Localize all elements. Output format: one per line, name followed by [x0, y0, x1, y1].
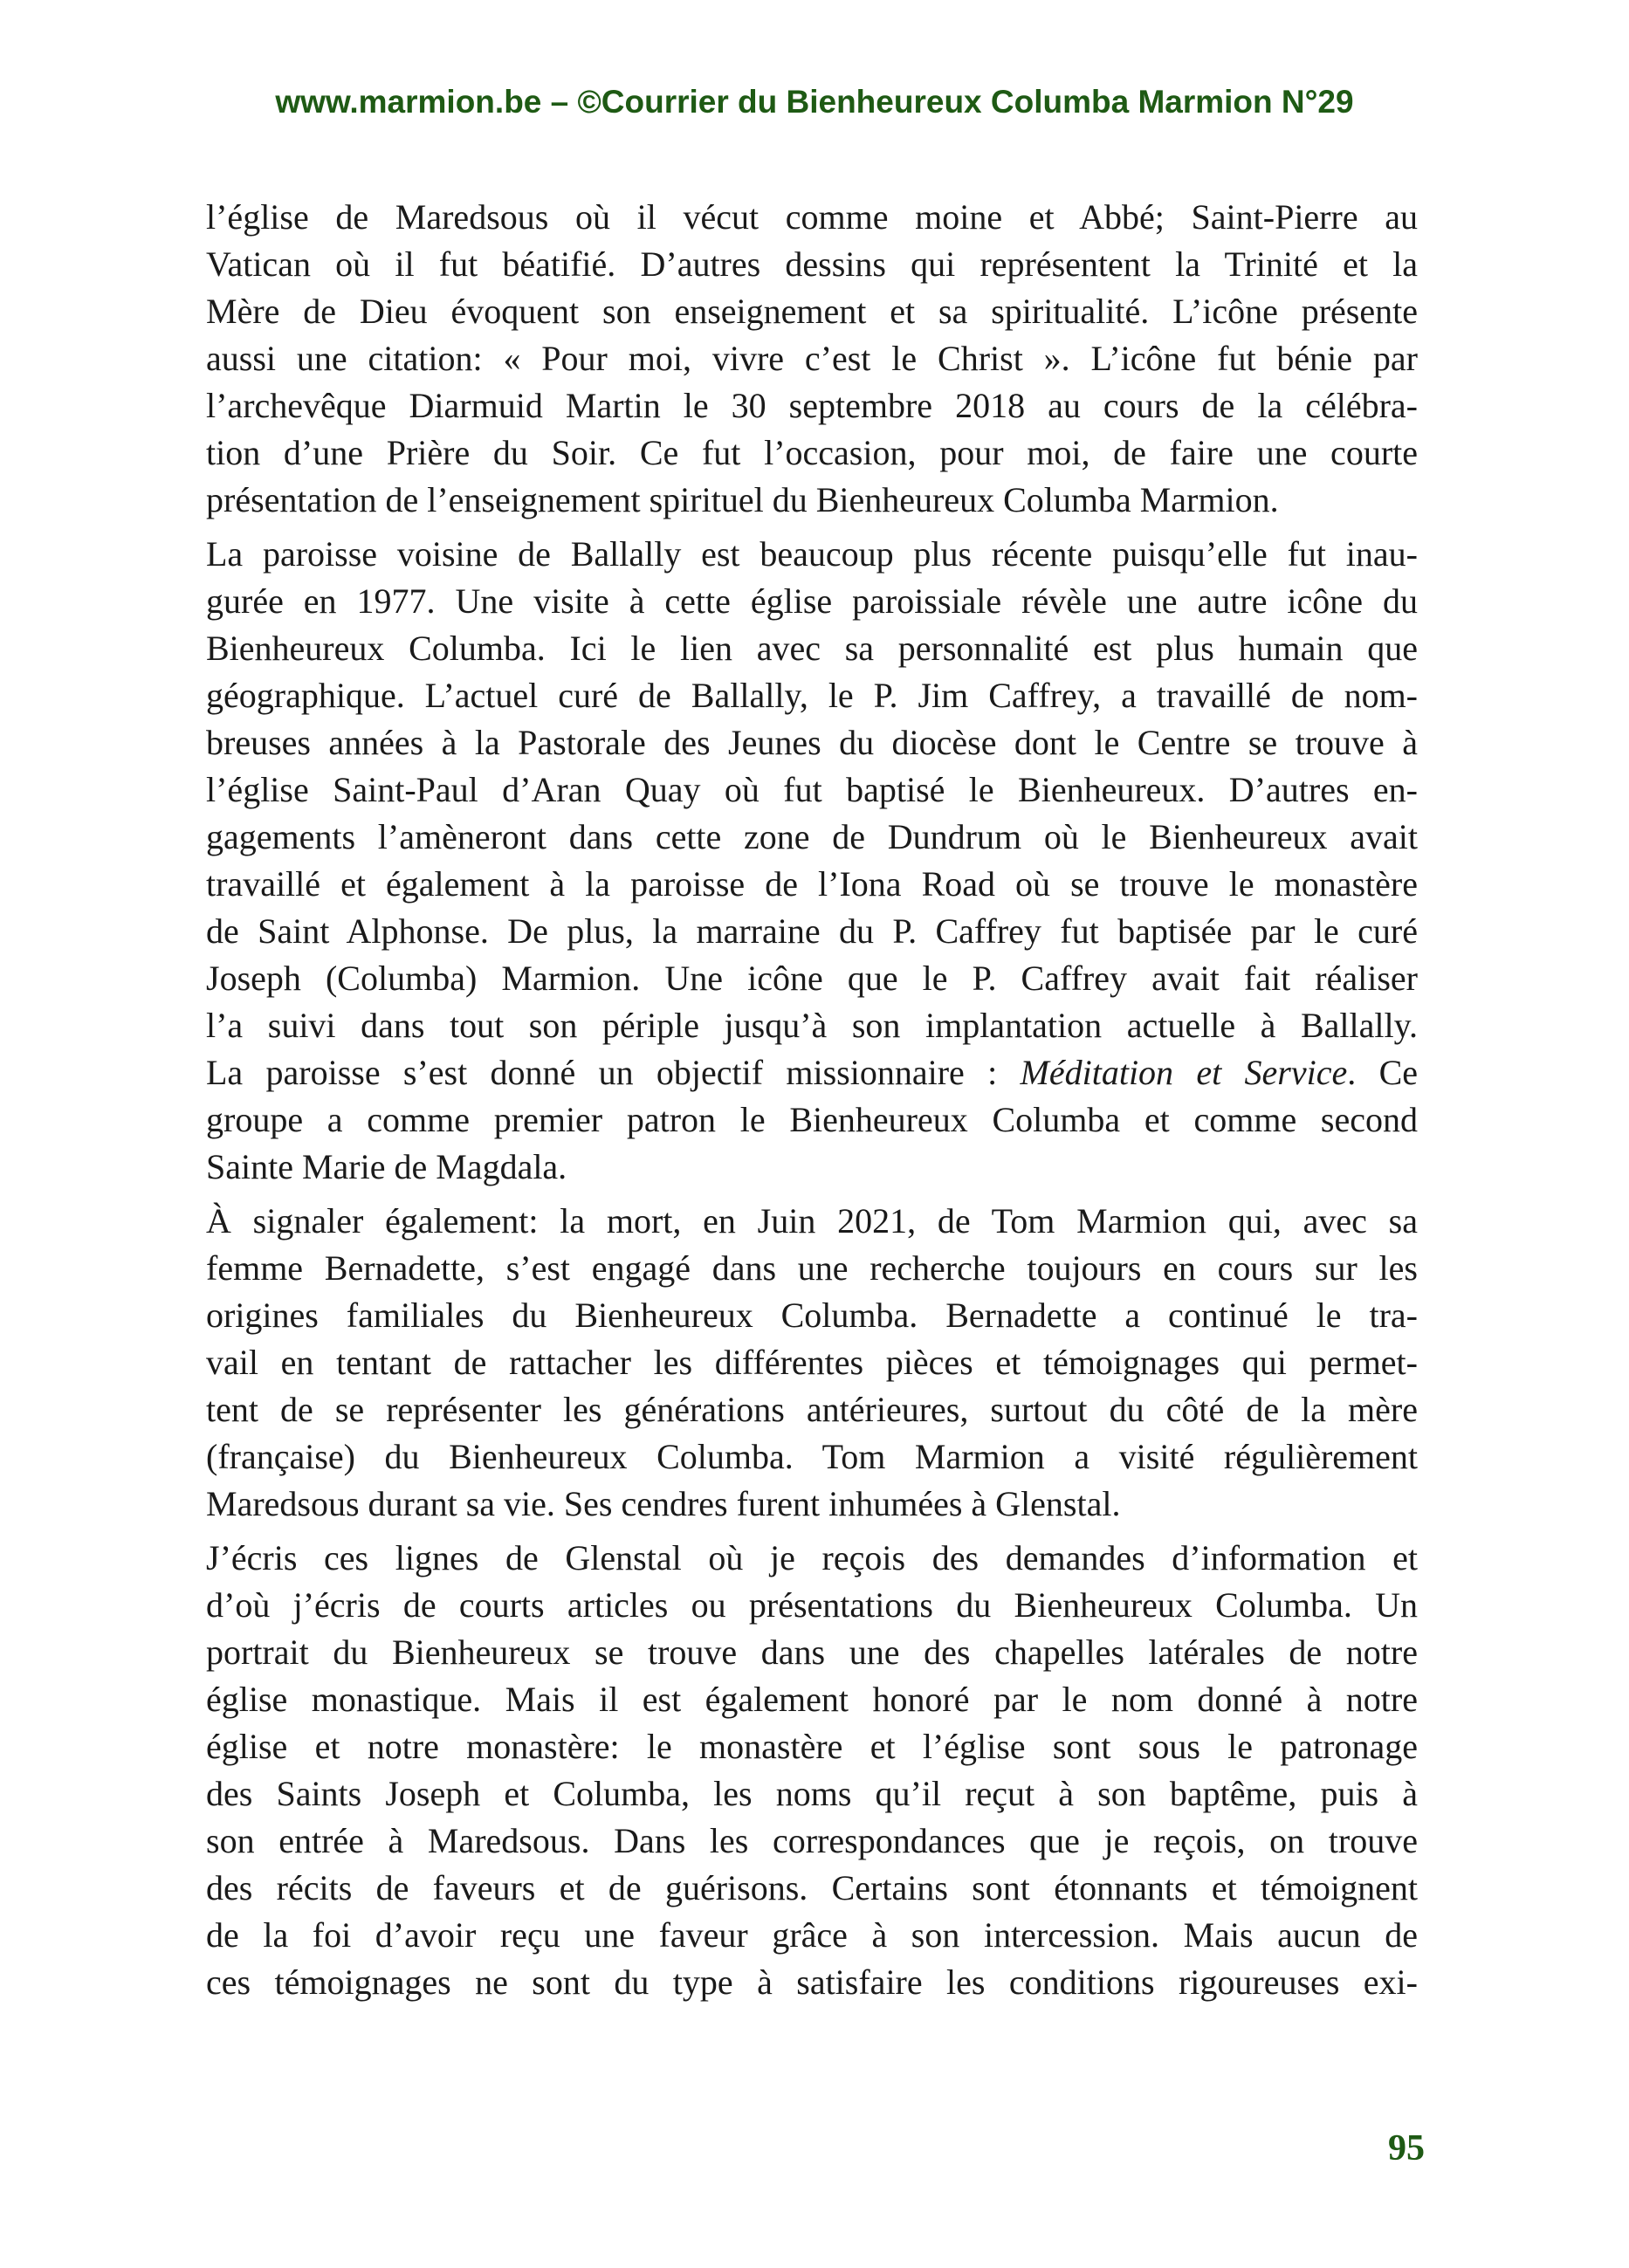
text-line: Sainte Marie de Magdala.	[206, 1147, 567, 1186]
text-line: (française) du Bienheureux Columba. Tom Marmion a visité régulièrement	[206, 1437, 1418, 1476]
text-line: présentation de l’enseignement spirituel du Bienheureux Columba Marmion.	[206, 480, 1279, 519]
text-line: aussi une citation: « Pour moi, vivre c’est le Christ ». L’icône fut bénie par	[206, 339, 1418, 378]
page-number: 95	[1388, 2128, 1425, 2168]
text-line: groupe a comme premier patron le Bienheureux Columba et comme second	[206, 1100, 1418, 1139]
text-line: église et notre monastère: le monastère et l’église sont sous le patronage	[206, 1727, 1418, 1766]
text-line: l’a suivi dans tout son périple jusqu’à son implantation actuelle à Ballally.	[206, 1006, 1418, 1045]
text-line: gagements l’amèneront dans cette zone de Dundrum où le Bienheureux avait	[206, 817, 1418, 856]
text-line: origines familiales du Bienheureux Columba. Bernadette a continué le tra-	[206, 1296, 1418, 1335]
text-line: ces témoignages ne sont du type à satisfaire les conditions rigoureuses exi-	[206, 1962, 1418, 2002]
article-body	[206, 194, 1418, 2013]
text-line: femme Bernadette, s’est engagé dans une recherche toujours en cours sur les	[206, 1248, 1418, 1288]
italic-phrase: Méditation et Service	[1020, 1053, 1348, 1092]
paragraph-tom-marmion	[206, 1198, 1418, 1528]
text-line: Bienheureux Columba. Ici le lien avec sa personnalité est plus humain que	[206, 629, 1418, 668]
text-line: gurée en 1977. Une visite à cette église paroissiale révèle une autre icône du	[206, 581, 1418, 621]
text-line: tent de se représenter les générations antérieures, surtout du côté de la mère	[206, 1390, 1418, 1429]
running-header: www.marmion.be – ©Courrier du Bienheureux Columba Marmion N°29	[275, 84, 1354, 120]
text-line: l’archevêque Diarmuid Martin le 30 septembre 2018 au cours de la célébra-	[206, 386, 1418, 425]
text-line: église monastique. Mais il est également honoré par le nom donné à notre	[206, 1680, 1418, 1719]
text-line: Vatican où il fut béatifié. D’autres dessins qui représentent la Trinité et la	[206, 244, 1418, 284]
paragraph-glenstal	[206, 1535, 1418, 2006]
text-line: d’où j’écris de courts articles ou présentations du Bienheureux Columba. Un	[206, 1585, 1418, 1625]
text-line: vail en tentant de rattacher les différentes pièces et témoignages qui permet-	[206, 1343, 1418, 1382]
text-line-with-italic: La paroisse s’est donné un objectif missionnaire : Méditation et Service. Ce	[206, 1053, 1418, 1092]
text-line: de Saint Alphonse. De plus, la marraine du P. Caffrey fut baptisée par le curé	[206, 911, 1418, 951]
text-line: Mère de Dieu évoquent son enseignement et sa spiritualité. L’icône présente	[206, 292, 1418, 331]
text-line: À signaler également: la mort, en Juin 2021, de Tom Marmion qui, avec sa	[206, 1201, 1418, 1241]
text-line: J’écris ces lignes de Glenstal où je reçois des demandes d’information et	[206, 1538, 1418, 1577]
text-line: son entrée à Maredsous. Dans les correspondances que je reçois, on trouve	[206, 1821, 1418, 1860]
text-line: de la foi d’avoir reçu une faveur grâce à son intercession. Mais aucun de	[206, 1915, 1418, 1955]
text-line: tion d’une Prière du Soir. Ce fut l’occasion, pour moi, de faire une courte	[206, 433, 1418, 472]
text-line: l’église de Maredsous où il vécut comme moine et Abbé; Saint-Pierre au	[206, 197, 1418, 237]
text-line: Joseph (Columba) Marmion. Une icône que le P. Caffrey avait fait réaliser	[206, 959, 1418, 998]
paragraph-icone-maredsous	[206, 194, 1418, 524]
text-line: La paroisse voisine de Ballally est beaucoup plus récente puisqu’elle fut inau-	[206, 534, 1418, 574]
text-line: portrait du Bienheureux se trouve dans une des chapelles latérales de notre	[206, 1632, 1418, 1672]
text-line: travaillé et également à la paroisse de l’Iona Road où se trouve le monastère	[206, 864, 1418, 904]
text-line: géographique. L’actuel curé de Ballally, le P. Jim Caffrey, a travaillé de nom-	[206, 676, 1418, 715]
text-line: des Saints Joseph et Columba, les noms qu’il reçut à son baptême, puis à	[206, 1774, 1418, 1813]
paragraph-ballally	[206, 531, 1418, 1191]
text-line: Maredsous durant sa vie. Ses cendres furent inhumées à Glenstal.	[206, 1484, 1121, 1523]
text-line: des récits de faveurs et de guérisons. Certains sont étonnants et témoignent	[206, 1868, 1418, 1907]
text-line: breuses années à la Pastorale des Jeunes du diocèse dont le Centre se trouve à	[206, 723, 1418, 762]
text-line: l’église Saint-Paul d’Aran Quay où fut baptisé le Bienheureux. D’autres en-	[206, 770, 1418, 809]
